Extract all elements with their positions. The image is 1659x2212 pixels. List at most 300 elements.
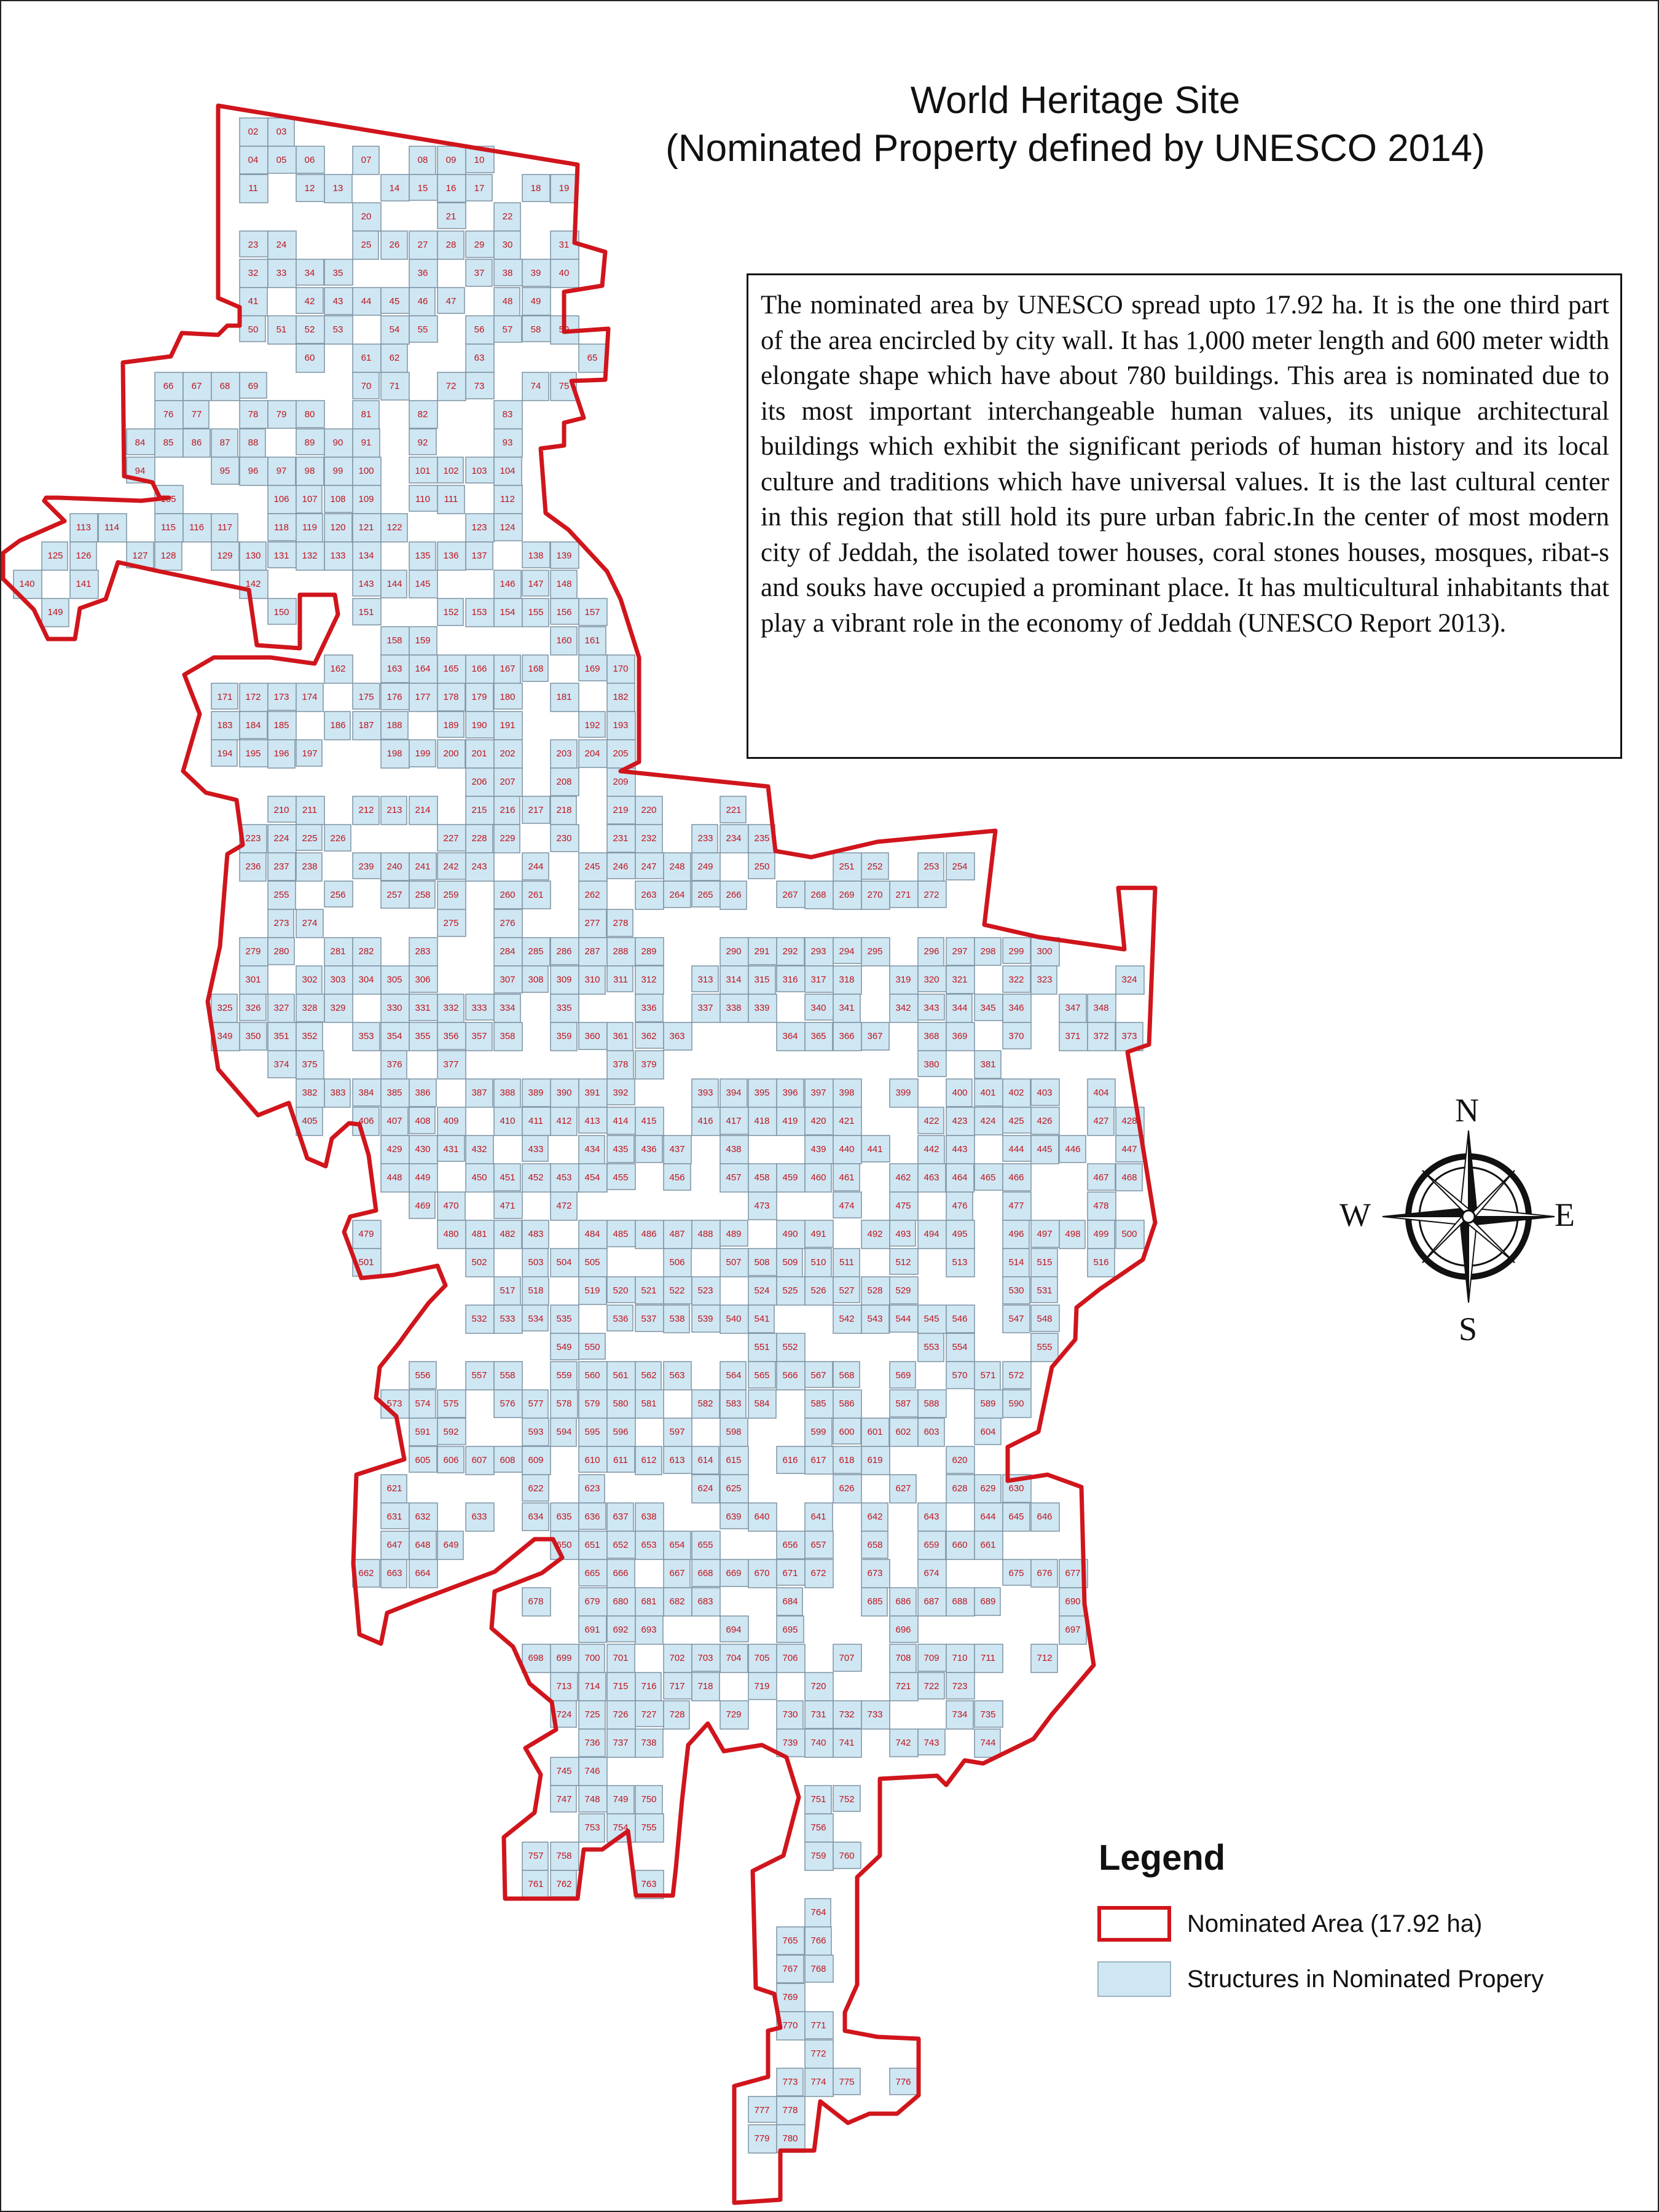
building-label-566: 566: [782, 1370, 798, 1381]
building-label-670: 670: [754, 1568, 770, 1579]
compass-north-letter: N: [1455, 1092, 1479, 1129]
building-label-279: 279: [245, 946, 261, 957]
building-label-510: 510: [810, 1257, 826, 1268]
compass-rose-icon: [1376, 1094, 1561, 1339]
building-label-29: 29: [474, 240, 485, 250]
building-label-111: 111: [444, 494, 458, 504]
building-label-79: 79: [276, 409, 287, 420]
building-label-237: 237: [273, 861, 289, 872]
building-label-270: 270: [867, 890, 883, 900]
building-label-386: 386: [415, 1088, 431, 1098]
building-label-203: 203: [556, 748, 572, 759]
building-label-190: 190: [471, 720, 487, 731]
building-label-702: 702: [669, 1653, 685, 1663]
building-label-694: 694: [726, 1625, 742, 1635]
building-label-770: 770: [782, 2020, 798, 2031]
building-label-469: 469: [415, 1201, 431, 1211]
building-label-126: 126: [76, 551, 92, 561]
building-label-69: 69: [248, 381, 259, 391]
building-label-439: 439: [810, 1144, 826, 1155]
building-label-710: 710: [952, 1653, 968, 1663]
building-label-600: 600: [839, 1427, 855, 1437]
building-label-240: 240: [386, 861, 402, 872]
building-label-668: 668: [697, 1568, 713, 1579]
building-label-682: 682: [669, 1596, 685, 1607]
building-label-551: 551: [754, 1342, 770, 1352]
building-label-31: 31: [559, 240, 570, 250]
building-label-492: 492: [867, 1229, 883, 1239]
building-label-59: 59: [559, 324, 570, 335]
building-label-363: 363: [669, 1031, 685, 1041]
building-label-217: 217: [528, 805, 544, 815]
building-label-370: 370: [1008, 1031, 1024, 1041]
building-label-193: 193: [613, 720, 629, 731]
building-label-777: 777: [754, 2105, 770, 2116]
building-label-135: 135: [415, 551, 431, 561]
building-label-208: 208: [556, 777, 572, 787]
building-label-297: 297: [952, 946, 968, 957]
building-label-530: 530: [1008, 1285, 1024, 1296]
building-label-102: 102: [443, 466, 459, 476]
building-label-283: 283: [415, 946, 431, 957]
building-label-153: 153: [471, 607, 487, 618]
building-label-627: 627: [895, 1483, 911, 1494]
building-label-676: 676: [1037, 1568, 1053, 1579]
building-label-291: 291: [754, 946, 770, 957]
building-label-257: 257: [386, 890, 402, 900]
building-label-436: 436: [641, 1144, 657, 1155]
building-label-359: 359: [556, 1031, 572, 1041]
building-label-449: 449: [415, 1172, 431, 1183]
building-label-526: 526: [810, 1285, 826, 1296]
building-label-250: 250: [754, 861, 770, 872]
building-label-05: 05: [276, 155, 287, 165]
building-label-511: 511: [839, 1257, 854, 1268]
building-label-110: 110: [415, 494, 430, 504]
building-label-747: 747: [556, 1794, 572, 1805]
building-label-196: 196: [273, 748, 289, 759]
building-label-83: 83: [502, 409, 513, 420]
building-label-707: 707: [839, 1653, 855, 1663]
building-label-132: 132: [302, 551, 318, 561]
building-label-772: 772: [810, 2049, 826, 2059]
building-label-40: 40: [559, 268, 570, 278]
building-label-101: 101: [415, 466, 431, 476]
building-label-446: 446: [1065, 1144, 1081, 1155]
building-label-605: 605: [415, 1455, 431, 1465]
building-label-545: 545: [924, 1314, 939, 1324]
building-label-525: 525: [782, 1285, 798, 1296]
building-label-742: 742: [895, 1738, 911, 1748]
building-label-32: 32: [248, 268, 259, 278]
building-label-518: 518: [528, 1285, 544, 1296]
building-label-542: 542: [839, 1314, 855, 1324]
building-label-693: 693: [641, 1625, 657, 1635]
building-label-508: 508: [754, 1257, 770, 1268]
building-label-351: 351: [273, 1031, 289, 1041]
building-label-362: 362: [641, 1031, 657, 1041]
description-box: [747, 273, 1622, 759]
building-label-186: 186: [330, 720, 346, 731]
building-label-523: 523: [697, 1285, 713, 1296]
building-label-609: 609: [528, 1455, 544, 1465]
building-label-14: 14: [389, 183, 400, 194]
building-label-533: 533: [500, 1314, 516, 1324]
building-label-593: 593: [528, 1427, 544, 1437]
building-label-471: 471: [500, 1201, 516, 1211]
compass-south-letter: S: [1459, 1311, 1478, 1347]
building-label-236: 236: [245, 861, 261, 872]
building-label-345: 345: [980, 1003, 996, 1013]
building-label-292: 292: [782, 946, 798, 957]
building-label-298: 298: [980, 946, 996, 957]
building-label-534: 534: [528, 1314, 544, 1324]
building-label-655: 655: [697, 1540, 713, 1550]
building-label-167: 167: [500, 664, 516, 674]
building-label-461: 461: [839, 1172, 855, 1183]
building-label-97: 97: [276, 466, 287, 476]
building-label-18: 18: [530, 183, 541, 194]
building-label-313: 313: [697, 975, 713, 985]
building-label-698: 698: [528, 1653, 544, 1663]
building-label-764: 764: [810, 1907, 826, 1918]
building-label-671: 671: [782, 1568, 798, 1579]
building-label-21: 21: [445, 211, 457, 222]
building-label-195: 195: [245, 748, 261, 759]
building-label-716: 716: [641, 1681, 657, 1692]
building-label-395: 395: [754, 1088, 770, 1098]
building-label-645: 645: [1008, 1512, 1024, 1522]
building-label-50: 50: [248, 324, 259, 335]
building-label-546: 546: [952, 1314, 968, 1324]
building-label-755: 755: [641, 1822, 657, 1833]
building-label-596: 596: [613, 1427, 629, 1437]
building-label-411: 411: [528, 1116, 543, 1126]
building-label-86: 86: [191, 437, 202, 448]
building-label-184: 184: [245, 720, 261, 731]
building-label-620: 620: [952, 1455, 968, 1465]
building-label-37: 37: [474, 268, 485, 278]
building-label-501: 501: [358, 1257, 374, 1268]
building-label-74: 74: [530, 381, 541, 391]
building-label-538: 538: [669, 1314, 685, 1324]
building-label-119: 119: [302, 522, 317, 533]
building-label-114: 114: [104, 522, 119, 533]
building-label-480: 480: [443, 1229, 459, 1239]
building-label-155: 155: [528, 607, 544, 618]
building-label-497: 497: [1037, 1229, 1053, 1239]
building-label-488: 488: [697, 1229, 713, 1239]
building-label-76: 76: [163, 409, 174, 420]
building-label-70: 70: [361, 381, 372, 391]
building-label-756: 756: [810, 1822, 826, 1833]
building-label-468: 468: [1121, 1172, 1137, 1183]
building-label-232: 232: [641, 833, 657, 844]
building-label-210: 210: [273, 805, 289, 815]
building-label-773: 773: [782, 2077, 798, 2087]
building-label-185: 185: [273, 720, 289, 731]
building-label-474: 474: [839, 1201, 855, 1211]
building-label-205: 205: [613, 748, 629, 759]
building-label-372: 372: [1093, 1031, 1109, 1041]
building-label-563: 563: [669, 1370, 685, 1381]
building-label-776: 776: [895, 2077, 911, 2087]
building-label-305: 305: [386, 975, 402, 985]
building-label-611: 611: [613, 1455, 628, 1465]
building-label-586: 586: [839, 1398, 855, 1409]
building-label-490: 490: [782, 1229, 798, 1239]
building-label-441: 441: [867, 1144, 883, 1155]
building-label-666: 666: [613, 1568, 629, 1579]
building-label-99: 99: [332, 466, 343, 476]
building-label-299: 299: [1008, 946, 1024, 957]
building-label-61: 61: [361, 353, 372, 363]
building-label-248: 248: [669, 861, 685, 872]
building-label-87: 87: [219, 437, 230, 448]
building-label-453: 453: [556, 1172, 572, 1183]
building-label-452: 452: [528, 1172, 544, 1183]
building-label-329: 329: [330, 1003, 346, 1013]
building-label-55: 55: [417, 324, 428, 335]
building-label-215: 215: [471, 805, 487, 815]
building-label-625: 625: [726, 1483, 742, 1494]
building-label-116: 116: [189, 522, 204, 533]
building-label-610: 610: [584, 1455, 600, 1465]
building-label-80: 80: [304, 409, 315, 420]
building-label-289: 289: [641, 946, 657, 957]
building-label-647: 647: [386, 1540, 402, 1550]
building-label-229: 229: [500, 833, 516, 844]
building-label-88: 88: [248, 437, 259, 448]
building-label-394: 394: [726, 1088, 742, 1098]
building-label-763: 763: [641, 1879, 657, 1889]
building-label-725: 725: [584, 1709, 600, 1720]
building-label-325: 325: [217, 1003, 233, 1013]
building-label-434: 434: [584, 1144, 600, 1155]
building-label-454: 454: [584, 1172, 600, 1183]
building-label-311: 311: [613, 975, 628, 985]
building-label-639: 639: [726, 1512, 742, 1522]
building-label-582: 582: [697, 1398, 713, 1409]
building-label-731: 731: [810, 1709, 826, 1720]
building-label-374: 374: [273, 1059, 289, 1070]
building-label-256: 256: [330, 890, 346, 900]
building-label-775: 775: [839, 2077, 855, 2087]
building-label-407: 407: [386, 1116, 402, 1126]
building-label-154: 154: [500, 607, 516, 618]
building-label-397: 397: [810, 1088, 826, 1098]
building-label-543: 543: [867, 1314, 883, 1324]
building-label-475: 475: [895, 1201, 911, 1211]
building-label-152: 152: [443, 607, 459, 618]
building-label-24: 24: [276, 240, 287, 250]
building-label-391: 391: [584, 1088, 600, 1098]
building-label-464: 464: [952, 1172, 968, 1183]
building-label-342: 342: [895, 1003, 911, 1013]
building-label-293: 293: [810, 946, 826, 957]
building-label-565: 565: [754, 1370, 770, 1381]
building-label-657: 657: [810, 1540, 826, 1550]
building-label-125: 125: [47, 551, 63, 561]
building-label-90: 90: [332, 437, 343, 448]
building-label-623: 623: [584, 1483, 600, 1494]
building-label-181: 181: [556, 692, 572, 702]
building-label-131: 131: [273, 551, 289, 561]
building-label-103: 103: [471, 466, 487, 476]
building-label-109: 109: [358, 494, 374, 504]
building-label-569: 569: [895, 1370, 911, 1381]
building-label-672: 672: [810, 1568, 826, 1579]
building-label-564: 564: [726, 1370, 742, 1381]
building-label-421: 421: [839, 1116, 855, 1126]
building-label-266: 266: [726, 890, 742, 900]
building-label-722: 722: [924, 1681, 939, 1692]
building-label-175: 175: [358, 692, 374, 702]
building-label-85: 85: [163, 437, 174, 448]
building-label-458: 458: [754, 1172, 770, 1183]
building-label-320: 320: [924, 975, 939, 985]
building-label-686: 686: [895, 1596, 911, 1607]
building-label-46: 46: [417, 296, 428, 307]
building-label-235: 235: [754, 833, 770, 844]
building-label-207: 207: [500, 777, 516, 787]
building-label-561: 561: [613, 1370, 629, 1381]
building-label-592: 592: [443, 1427, 459, 1437]
building-label-268: 268: [810, 890, 826, 900]
building-label-201: 201: [471, 748, 487, 759]
building-label-726: 726: [613, 1709, 629, 1720]
building-label-306: 306: [415, 975, 431, 985]
building-label-585: 585: [810, 1398, 826, 1409]
building-label-335: 335: [556, 1003, 572, 1013]
building-label-138: 138: [528, 551, 544, 561]
building-label-594: 594: [556, 1427, 572, 1437]
building-label-548: 548: [1037, 1314, 1053, 1324]
building-label-93: 93: [502, 437, 513, 448]
building-label-517: 517: [500, 1285, 516, 1296]
building-label-658: 658: [867, 1540, 883, 1550]
building-label-581: 581: [641, 1398, 657, 1409]
building-label-214: 214: [415, 805, 431, 815]
building-label-432: 432: [471, 1144, 487, 1155]
building-label-157: 157: [584, 607, 600, 618]
building-label-426: 426: [1037, 1116, 1053, 1126]
building-label-402: 402: [1008, 1088, 1024, 1098]
building-label-38: 38: [502, 268, 513, 278]
building-label-259: 259: [443, 890, 459, 900]
building-label-35: 35: [332, 268, 343, 278]
building-label-720: 720: [810, 1681, 826, 1692]
building-label-420: 420: [810, 1116, 826, 1126]
building-label-96: 96: [248, 466, 259, 476]
building-label-699: 699: [556, 1653, 572, 1663]
building-label-332: 332: [443, 1003, 459, 1013]
building-label-612: 612: [641, 1455, 657, 1465]
building-label-127: 127: [132, 551, 148, 561]
building-label-371: 371: [1065, 1031, 1081, 1041]
building-label-334: 334: [500, 1003, 516, 1013]
building-label-741: 741: [839, 1738, 855, 1748]
building-label-286: 286: [556, 946, 572, 957]
building-label-278: 278: [613, 918, 629, 928]
building-label-774: 774: [810, 2077, 826, 2087]
building-label-567: 567: [810, 1370, 826, 1381]
building-label-303: 303: [330, 975, 346, 985]
building-label-642: 642: [867, 1512, 883, 1522]
building-label-399: 399: [895, 1088, 911, 1098]
building-label-160: 160: [556, 635, 572, 646]
building-label-689: 689: [980, 1596, 996, 1607]
building-label-141: 141: [76, 579, 92, 589]
building-label-82: 82: [417, 409, 428, 420]
building-label-459: 459: [782, 1172, 798, 1183]
building-label-587: 587: [895, 1398, 911, 1409]
building-label-502: 502: [471, 1257, 487, 1268]
building-label-204: 204: [584, 748, 600, 759]
building-label-202: 202: [500, 748, 516, 759]
building-label-590: 590: [1008, 1398, 1024, 1409]
building-label-179: 179: [471, 692, 487, 702]
building-label-431: 431: [443, 1144, 459, 1155]
building-label-57: 57: [502, 324, 513, 335]
building-label-245: 245: [584, 861, 600, 872]
building-label-444: 444: [1008, 1144, 1024, 1155]
building-label-631: 631: [386, 1512, 402, 1522]
building-label-45: 45: [389, 296, 400, 307]
building-label-365: 365: [810, 1031, 826, 1041]
building-label-288: 288: [613, 946, 629, 957]
building-label-602: 602: [895, 1427, 911, 1437]
building-label-92: 92: [417, 437, 428, 448]
building-label-389: 389: [528, 1088, 544, 1098]
building-label-51: 51: [276, 324, 287, 335]
building-label-331: 331: [415, 1003, 431, 1013]
building-label-778: 778: [782, 2105, 798, 2116]
building-label-486: 486: [641, 1229, 657, 1239]
building-label-11: 11: [248, 183, 258, 194]
building-label-323: 323: [1037, 975, 1053, 985]
building-label-637: 637: [613, 1512, 629, 1522]
building-label-258: 258: [415, 890, 431, 900]
building-label-144: 144: [386, 579, 402, 589]
building-label-28: 28: [445, 240, 457, 250]
building-label-244: 244: [528, 861, 544, 872]
building-label-128: 128: [160, 551, 176, 561]
building-label-227: 227: [443, 833, 459, 844]
building-label-562: 562: [641, 1370, 657, 1381]
building-label-621: 621: [386, 1483, 402, 1494]
building-label-529: 529: [895, 1285, 911, 1296]
building-label-675: 675: [1008, 1568, 1024, 1579]
building-label-406: 406: [358, 1116, 374, 1126]
building-label-225: 225: [302, 833, 318, 844]
title-line-1: World Heritage Site: [910, 79, 1241, 122]
building-label-681: 681: [641, 1596, 657, 1607]
building-label-599: 599: [810, 1427, 826, 1437]
building-label-269: 269: [839, 890, 855, 900]
building-label-26: 26: [389, 240, 400, 250]
building-label-462: 462: [895, 1172, 911, 1183]
building-label-161: 161: [584, 635, 600, 646]
building-label-106: 106: [273, 494, 289, 504]
building-label-409: 409: [443, 1116, 459, 1126]
building-label-743: 743: [924, 1738, 939, 1748]
building-label-730: 730: [782, 1709, 798, 1720]
building-label-302: 302: [302, 975, 318, 985]
building-label-496: 496: [1008, 1229, 1024, 1239]
building-label-644: 644: [980, 1512, 996, 1522]
building-label-285: 285: [528, 946, 544, 957]
